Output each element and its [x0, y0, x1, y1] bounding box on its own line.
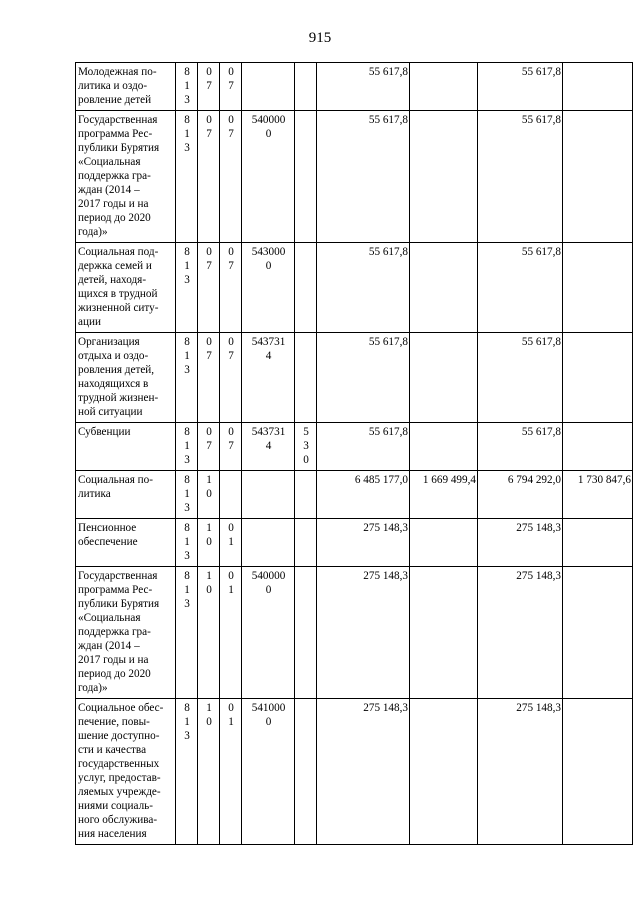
federal-2016	[410, 519, 478, 567]
row-name-line: Социальная по-	[78, 474, 153, 486]
row-name	[76, 63, 176, 111]
subsection-code-line: 0	[228, 114, 234, 126]
section-code	[198, 471, 220, 519]
target-article-code	[242, 333, 295, 423]
subsection-code-line: 0	[228, 570, 234, 582]
row-name-line: обеспечение	[78, 536, 138, 548]
federal-2017: 1 730 847,6	[563, 471, 633, 519]
subsection-code-line: 1	[228, 716, 234, 728]
row-name-line: жизненной ситу-	[78, 302, 159, 314]
row-name-line: держка семей и	[78, 260, 152, 272]
target-article-code-line: 543000	[251, 246, 286, 258]
row-name-line: ждан (2014 –	[78, 640, 140, 652]
subsection-code	[220, 519, 242, 567]
amount-2017: 55 617,8	[478, 63, 563, 111]
expense-type-code	[295, 471, 317, 519]
target-article-code-line: 0	[265, 716, 272, 728]
section-code-line: 1	[206, 522, 212, 534]
expense-type-code	[295, 243, 317, 333]
row-name-line: литика	[78, 488, 111, 500]
ministry-code-line: 1	[184, 128, 190, 140]
section-code-line: 0	[206, 536, 212, 548]
section-code-line: 7	[206, 350, 212, 362]
target-article-code	[242, 471, 295, 519]
ministry-code-line: 1	[184, 440, 190, 452]
target-article-code-line: 540000	[251, 570, 286, 582]
ministry-code-line: 3	[184, 730, 190, 742]
ministry-code-line: 3	[184, 550, 190, 562]
ministry-code-line: 8	[184, 474, 190, 486]
federal-2017	[563, 243, 633, 333]
subsection-code-line: 0	[228, 702, 234, 714]
section-code-line: 7	[206, 260, 212, 272]
subsection-code	[220, 63, 242, 111]
row-name	[76, 111, 176, 243]
budget-table	[75, 62, 633, 845]
row-name-line: Организация	[78, 336, 140, 348]
subsection-code	[220, 243, 242, 333]
subsection-code-line: 7	[228, 80, 234, 92]
federal-2016	[410, 111, 478, 243]
row-name-line: детей, находя-	[78, 274, 147, 286]
amount-2017: 55 617,8	[478, 243, 563, 333]
ministry-code	[176, 333, 198, 423]
ministry-code	[176, 111, 198, 243]
federal-2017	[563, 333, 633, 423]
ministry-code-line: 3	[184, 454, 190, 466]
row-name-line: ровления детей,	[78, 364, 155, 376]
subsection-code-line: 0	[228, 246, 234, 258]
amount-2017: 55 617,8	[478, 333, 563, 423]
row-name-line: поддержка гра-	[78, 626, 151, 638]
amount-2017: 275 148,3	[478, 567, 563, 699]
row-name-line: услуг, предостав-	[78, 772, 161, 784]
row-name-line: Молодежная по-	[78, 66, 157, 78]
amount-2016: 55 617,8	[317, 423, 410, 471]
ministry-code	[176, 699, 198, 845]
ministry-code-line: 8	[184, 570, 190, 582]
row-name-line: программа Рес-	[78, 584, 153, 596]
ministry-code-line: 1	[184, 584, 190, 596]
amount-2016: 55 617,8	[317, 243, 410, 333]
ministry-code-line: 3	[184, 598, 190, 610]
target-article-code-line: 0	[265, 128, 272, 140]
expense-type-code-line: 0	[303, 454, 309, 466]
subsection-code	[220, 423, 242, 471]
ministry-code-line: 1	[184, 488, 190, 500]
ministry-code-line: 8	[184, 426, 190, 438]
federal-2016	[410, 333, 478, 423]
row-name-line: трудной жизнен-	[78, 392, 159, 404]
target-article-code-line: 541000	[251, 702, 286, 714]
row-name-line: Государственная	[78, 570, 158, 582]
subsection-code-line: 7	[228, 350, 234, 362]
ministry-code-line: 8	[184, 702, 190, 714]
row-name-line: 2017 годы и на	[78, 654, 149, 666]
subsection-code-line: 7	[228, 260, 234, 272]
ministry-code-line: 1	[184, 260, 190, 272]
expense-type-code	[295, 519, 317, 567]
expense-type-code	[295, 699, 317, 845]
section-code-line: 0	[206, 66, 212, 78]
table-row	[76, 423, 633, 471]
ministry-code-line: 3	[184, 274, 190, 286]
ministry-code	[176, 423, 198, 471]
section-code-line: 7	[206, 128, 212, 140]
amount-2016: 275 148,3	[317, 567, 410, 699]
table-row	[76, 471, 633, 519]
row-name	[76, 519, 176, 567]
section-code-line: 0	[206, 584, 212, 596]
row-name-line: «Социальная	[78, 156, 141, 168]
subsection-code-line: 0	[228, 426, 234, 438]
federal-2017	[563, 111, 633, 243]
federal-2016	[410, 699, 478, 845]
row-name-line: государственных	[78, 758, 160, 770]
ministry-code	[176, 567, 198, 699]
ministry-code-line: 8	[184, 66, 190, 78]
row-name-line: поддержка гра-	[78, 170, 151, 182]
ministry-code-line: 8	[184, 522, 190, 534]
row-name-line: ной ситуации	[78, 406, 143, 418]
row-name-line: литика и оздо-	[78, 80, 148, 92]
ministry-code-line: 3	[184, 142, 190, 154]
target-article-code	[242, 519, 295, 567]
federal-2017	[563, 519, 633, 567]
amount-2016: 6 485 177,0	[317, 471, 410, 519]
section-code-line: 1	[206, 702, 212, 714]
ministry-code-line: 3	[184, 364, 190, 376]
expense-type-code	[295, 333, 317, 423]
target-article-code-line: 540000	[251, 114, 286, 126]
row-name-line: отдыха и оздо-	[78, 350, 149, 362]
row-name-line: Субвенции	[78, 426, 131, 438]
target-article-code-line: 0	[265, 260, 272, 272]
section-code	[198, 567, 220, 699]
subsection-code-line: 7	[228, 128, 234, 140]
page-number: 915	[308, 30, 332, 46]
expense-type-code	[295, 423, 317, 471]
section-code	[198, 243, 220, 333]
ministry-code-line: 1	[184, 536, 190, 548]
row-name-line: Социальное обес-	[78, 702, 164, 714]
ministry-code-line: 8	[184, 336, 190, 348]
federal-2017	[563, 423, 633, 471]
subsection-code	[220, 471, 242, 519]
ministry-code-line: 8	[184, 114, 190, 126]
amount-2016: 55 617,8	[317, 333, 410, 423]
ministry-code-line: 1	[184, 716, 190, 728]
row-name-line: публики Бурятия	[78, 142, 160, 154]
table-row	[76, 333, 633, 423]
ministry-code-line: 8	[184, 246, 190, 258]
table-row	[76, 111, 633, 243]
amount-2017: 275 148,3	[478, 699, 563, 845]
amount-2017: 55 617,8	[478, 111, 563, 243]
row-name-line: Государственная	[78, 114, 158, 126]
amount-2016: 275 148,3	[317, 699, 410, 845]
amount-2017: 55 617,8	[478, 423, 563, 471]
target-article-code	[242, 423, 295, 471]
row-name-line: печение, повы-	[78, 716, 150, 728]
section-code-line: 1	[206, 474, 212, 486]
section-code-line: 0	[206, 716, 212, 728]
table-body	[76, 63, 633, 845]
subsection-code	[220, 333, 242, 423]
row-name-line: Социальная под-	[78, 246, 159, 258]
section-code-line: 7	[206, 440, 212, 452]
target-article-code	[242, 111, 295, 243]
row-name-line: щихся в трудной	[78, 288, 158, 300]
section-code	[198, 519, 220, 567]
subsection-code-line: 1	[228, 536, 234, 548]
expense-type-code-line: 5	[303, 426, 309, 438]
section-code	[198, 111, 220, 243]
amount-2016: 55 617,8	[317, 63, 410, 111]
section-code	[198, 699, 220, 845]
row-name	[76, 699, 176, 845]
target-article-code-line: 0	[265, 584, 272, 596]
section-code-line: 0	[206, 246, 212, 258]
row-name	[76, 471, 176, 519]
section-code-line: 0	[206, 488, 212, 500]
row-name-line: ного обслужива-	[78, 814, 158, 826]
row-name	[76, 243, 176, 333]
section-code	[198, 333, 220, 423]
row-name-line: ляемых учрежде-	[78, 786, 161, 798]
row-name-line: сти и качества	[78, 744, 147, 756]
row-name-line: 2017 годы и на	[78, 198, 149, 210]
subsection-code-line: 0	[228, 522, 234, 534]
section-code-line: 0	[206, 114, 212, 126]
federal-2016-line: 4	[470, 474, 476, 486]
row-name	[76, 333, 176, 423]
target-article-code-line: 543731	[251, 426, 286, 438]
federal-2016	[410, 423, 478, 471]
row-name-line: ждан (2014 –	[78, 184, 140, 196]
table-row	[76, 243, 633, 333]
row-name-line: ровление детей	[78, 94, 152, 106]
row-name-line: года)»	[78, 226, 108, 238]
ministry-code-line: 3	[184, 94, 190, 106]
subsection-code-line: 1	[228, 584, 234, 596]
target-article-code-line: 4	[265, 350, 272, 362]
amount-2016: 55 617,8	[317, 111, 410, 243]
section-code-line: 1	[206, 570, 212, 582]
row-name-line: ния населения	[78, 828, 147, 840]
expense-type-code	[295, 63, 317, 111]
subsection-code	[220, 111, 242, 243]
row-name-line: года)»	[78, 682, 108, 694]
table-row	[76, 699, 633, 845]
target-article-code	[242, 63, 295, 111]
target-article-code-line: 543731	[251, 336, 286, 348]
ministry-code-line: 1	[184, 350, 190, 362]
subsection-code-line: 0	[228, 66, 234, 78]
row-name-line: период до 2020	[78, 668, 151, 680]
subsection-code-line: 0	[228, 336, 234, 348]
federal-2017	[563, 63, 633, 111]
federal-2016	[410, 471, 478, 519]
section-code	[198, 423, 220, 471]
row-name-line: программа Рес-	[78, 128, 153, 140]
table-row	[76, 519, 633, 567]
row-name	[76, 567, 176, 699]
row-name-line: ации	[78, 316, 101, 328]
target-article-code	[242, 699, 295, 845]
expense-type-code	[295, 567, 317, 699]
ministry-code-line: 1	[184, 80, 190, 92]
target-article-code	[242, 567, 295, 699]
row-name-line: шение доступно-	[78, 730, 160, 742]
row-name-line: период до 2020	[78, 212, 151, 224]
federal-2017	[563, 567, 633, 699]
amount-2017: 275 148,3	[478, 519, 563, 567]
target-article-code	[242, 243, 295, 333]
row-name-line: публики Бурятия	[78, 598, 160, 610]
subsection-code-line: 7	[228, 440, 234, 452]
ministry-code-line: 3	[184, 502, 190, 514]
row-name-line: «Социальная	[78, 612, 141, 624]
amount-2017: 6 794 292,0	[478, 471, 563, 519]
ministry-code	[176, 243, 198, 333]
ministry-code	[176, 63, 198, 111]
subsection-code	[220, 699, 242, 845]
ministry-code	[176, 519, 198, 567]
row-name	[76, 423, 176, 471]
subsection-code	[220, 567, 242, 699]
expense-type-code	[295, 111, 317, 243]
row-name-line: находящихся в	[78, 378, 149, 390]
federal-2016	[410, 567, 478, 699]
section-code-line: 0	[206, 336, 212, 348]
section-code	[198, 63, 220, 111]
federal-2016-line: 1 669 499,	[422, 474, 471, 486]
federal-2016	[410, 63, 478, 111]
federal-2017	[563, 699, 633, 845]
amount-2016: 275 148,3	[317, 519, 410, 567]
table-row	[76, 63, 633, 111]
row-name-line: ниями социаль-	[78, 800, 153, 812]
federal-2016	[410, 243, 478, 333]
table-row	[76, 567, 633, 699]
section-code-line: 7	[206, 80, 212, 92]
expense-type-code-line: 3	[303, 440, 309, 452]
ministry-code	[176, 471, 198, 519]
row-name-line: Пенсионное	[78, 522, 137, 534]
section-code-line: 0	[206, 426, 212, 438]
target-article-code-line: 4	[265, 440, 272, 452]
